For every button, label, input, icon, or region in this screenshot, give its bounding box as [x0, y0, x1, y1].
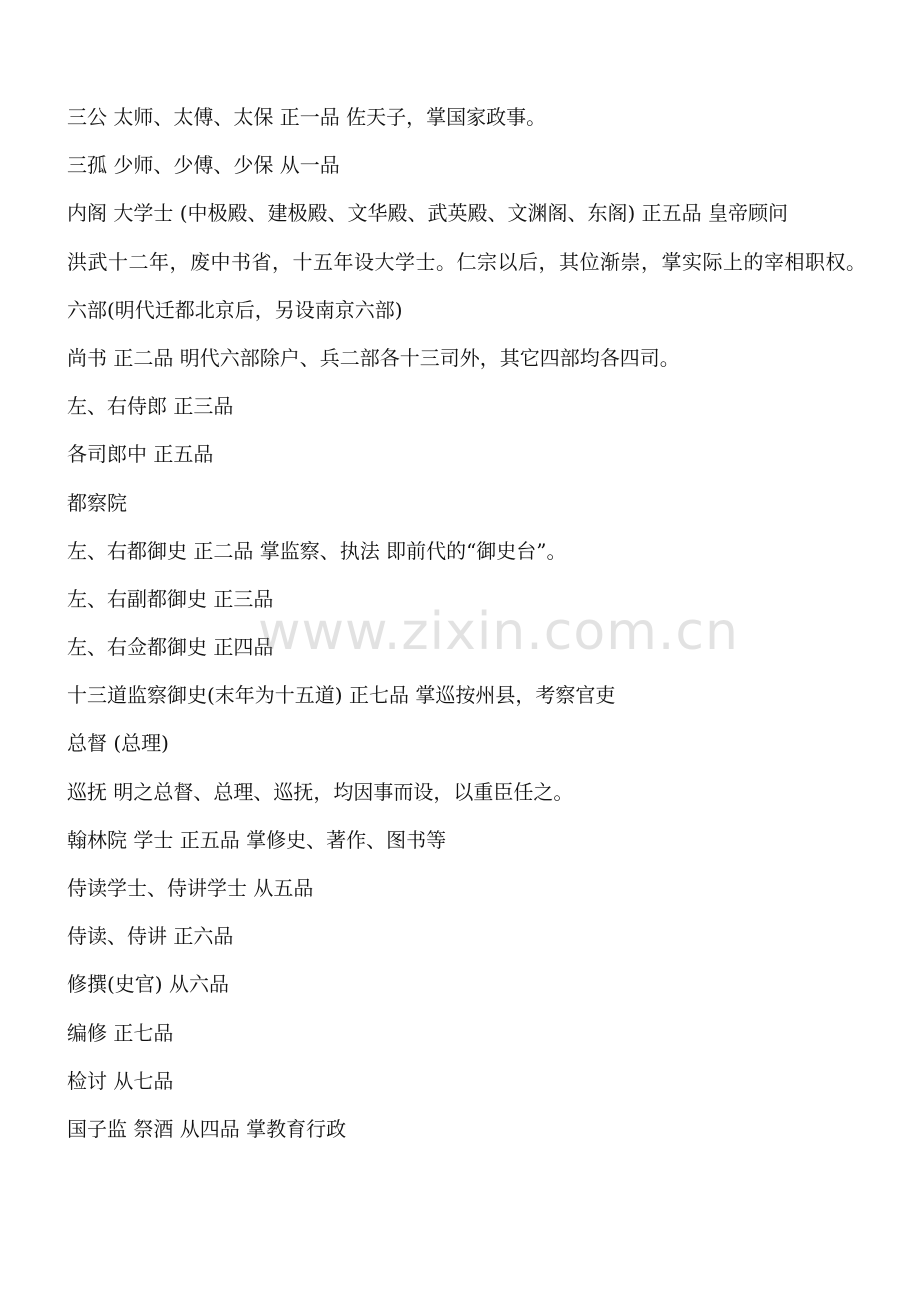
text-line-langzhong: 各司郎中 正五品: [67, 442, 214, 467]
text-line-xiuzhuan: 修撰(史官) 从六品: [67, 972, 229, 997]
text-line-guozijian: 国子监 祭酒 从四品 掌教育行政: [67, 1116, 347, 1141]
text-line-sangu: 三孤 少师、少傅、少保 从一品: [67, 153, 340, 178]
text-line-shiduxueshi: 侍读学士、侍讲学士 从五品: [67, 876, 314, 901]
text-line-shidu: 侍读、侍讲 正六品: [67, 924, 234, 949]
watermark-text: www.zixin.com.cn: [258, 602, 739, 662]
text-line-fuduyushi: 左、右副都御史 正三品: [67, 586, 274, 611]
text-line-shangshu: 尚书 正二品 明代六部除户、兵二部各十三司外，其它四部均各四司。: [67, 345, 680, 370]
text-line-sangong: 三公 太师、太傅、太保 正一品 佐天子，掌国家政事。: [67, 105, 547, 129]
text-line-jiantao: 检讨 从七品: [67, 1068, 174, 1093]
text-line-duchayuan: 都察院: [67, 490, 127, 515]
text-line-shilang: 左、右侍郎 正三品: [67, 394, 234, 419]
text-line-jianchayushi: 十三道监察御史(末年为十五道) 正七品 掌巡按州县，考察官吏: [67, 683, 616, 708]
text-line-qianduyushi: 左、右佥都御史 正四品: [67, 635, 274, 660]
text-line-zongdu: 总督 (总理): [67, 731, 169, 756]
text-paragraph-hongwu: 洪武十二年，废中书省，十五年设大学士。仁宗以后，其位渐崇，掌实际上的宰相职权。: [67, 249, 867, 274]
text-line-neige: 内阁 大学士 (中极殿、建极殿、文华殿、武英殿、文渊阁、东阁) 正五品 皇帝顾问: [67, 201, 789, 226]
text-line-hanlinyuan: 翰林院 学士 正五品 掌修史、著作、图书等: [67, 827, 447, 852]
text-line-bianxiu: 编修 正七品: [67, 1020, 174, 1045]
text-line-liubu: 六部(明代迁都北京后，另设南京六部): [67, 297, 403, 322]
text-line-duyushi: 左、右都御史 正二品 掌监察、执法 即前代的“御史台”。: [67, 538, 567, 563]
text-line-xunfu: 巡抚 明之总督、总理、巡抚，均因事而设，以重臣任之。: [67, 779, 574, 804]
document-body: [67, 93, 872, 1153]
